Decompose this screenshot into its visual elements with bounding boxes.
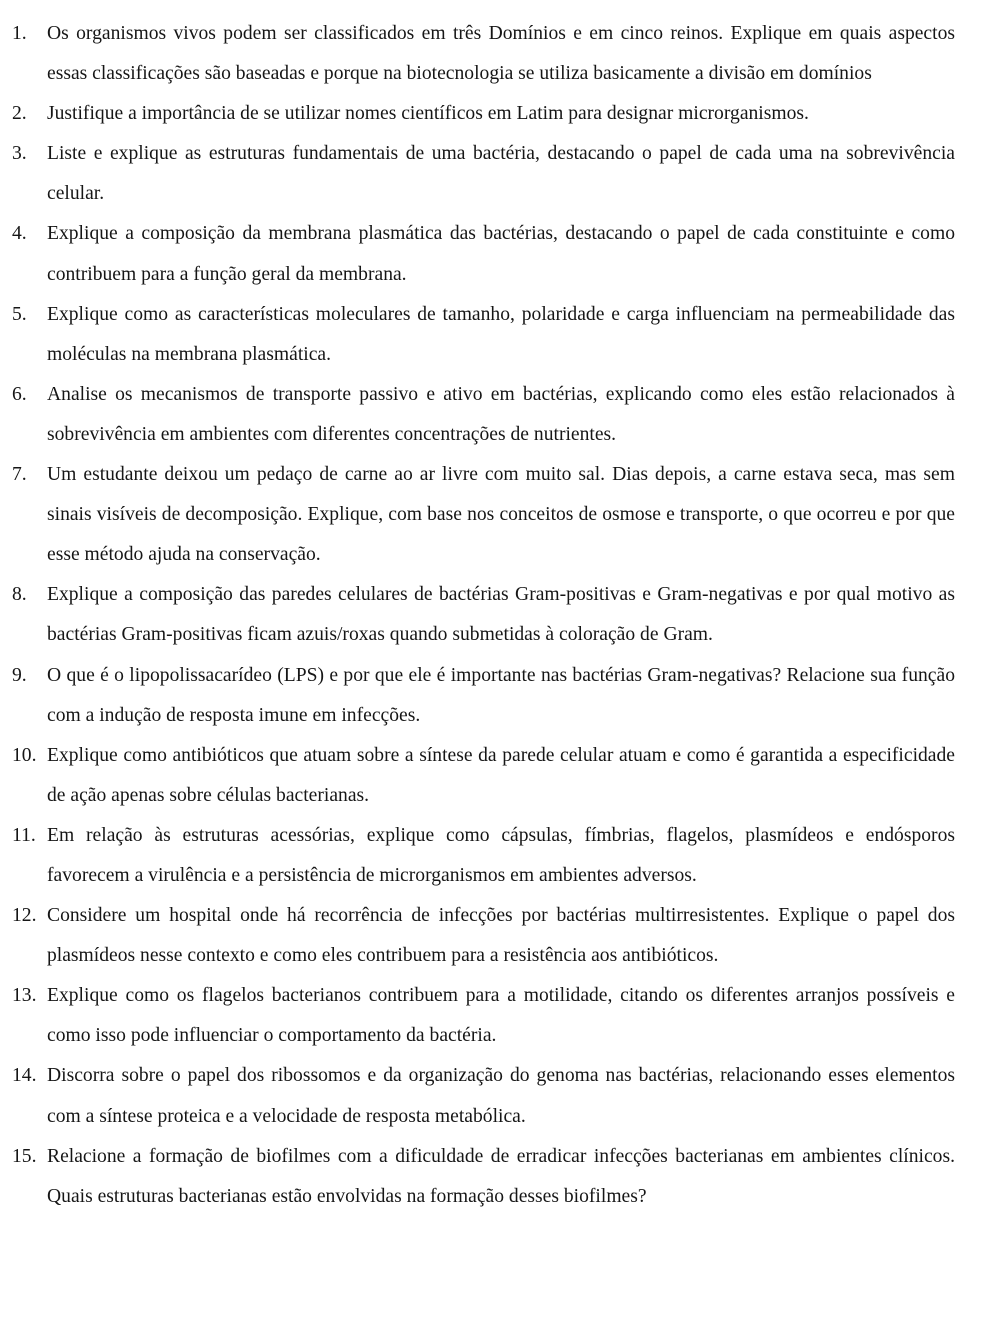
question-number: 9. [12, 664, 27, 686]
question-list [0, 14, 986, 1217]
question-number: 2. [12, 103, 27, 125]
question-number: 5. [12, 303, 27, 325]
question-number: 14. [12, 1065, 37, 1087]
question-item [0, 134, 986, 214]
question-text: Os organismos vivos podem ser classificados em três Domínios e em cinco reinos. Explique em quais aspectos essas classificações são baseadas e porque na biotecnologia se utiliza basicamente a divisão em domínios [47, 23, 955, 85]
question-item [0, 375, 986, 455]
question-text: Justifique a importância de se utilizar nomes científicos em Latim para designar microrganismos. [47, 103, 809, 125]
question-number: 3. [12, 143, 27, 165]
question-text: Explique a composição das paredes celulares de bactérias Gram-positivas e Gram-negativas e por qual motivo as bactérias Gram-positivas ficam azuis/roxas quando submetidas à coloração de Gram. [47, 584, 955, 646]
question-item [0, 896, 986, 976]
question-item [0, 736, 986, 816]
question-number: 4. [12, 223, 27, 245]
question-text: Explique a composição da membrana plasmática das bactérias, destacando o papel de cada constituinte e como contribuem para a função geral da membrana. [47, 223, 955, 285]
question-text: Explique como antibióticos que atuam sobre a síntese da parede celular atuam e como é garantida a especificidade de ação apenas sobre células bacterianas. [47, 744, 955, 806]
question-number: 15. [12, 1145, 37, 1167]
question-number: 13. [12, 985, 37, 1007]
question-item [0, 295, 986, 375]
question-text: Um estudante deixou um pedaço de carne ao ar livre com muito sal. Dias depois, a carne estava seca, mas sem sinais visíveis de decomposição. Explique, com base nos conceitos de osmose e transporte, o que ocorreu e por que esse método ajuda na conservação. [47, 464, 955, 566]
question-item [0, 455, 986, 575]
question-item [0, 575, 986, 655]
question-text: Relacione a formação de biofilmes com a dificuldade de erradicar infecções bacterianas em ambientes clínicos. Quais estruturas bacterianas estão envolvidas na formação desses biofilmes? [47, 1145, 955, 1207]
question-number: 6. [12, 383, 27, 405]
question-number: 8. [12, 584, 27, 606]
question-number: 11. [12, 824, 36, 846]
question-item [0, 816, 986, 896]
question-number: 7. [12, 464, 27, 486]
question-number: 1. [12, 23, 27, 44]
question-item [0, 656, 986, 736]
question-number: 12. [12, 905, 37, 927]
question-text: Explique como as características moleculares de tamanho, polaridade e carga influenciam na permeabilidade das moléculas na membrana plasmática. [47, 303, 955, 365]
question-item [0, 214, 986, 294]
question-text: Liste e explique as estruturas fundamentais de uma bactéria, destacando o papel de cada uma na sobrevivência celular. [47, 143, 955, 205]
question-item [0, 1137, 986, 1217]
question-text: Discorra sobre o papel dos ribossomos e da organização do genoma nas bactérias, relacionando esses elementos com a síntese proteica e a velocidade de resposta metabólica. [47, 1065, 955, 1127]
question-item [0, 976, 986, 1056]
question-number: 10. [12, 744, 37, 766]
question-item [0, 1056, 986, 1136]
question-text: Em relação às estruturas acessórias, explique como cápsulas, fímbrias, flagelos, plasmídeos e endósporos favorecem a virulência e a persistência de microrganismos em ambientes adversos. [47, 824, 955, 886]
question-text: Considere um hospital onde há recorrência de infecções por bactérias multirresistentes. Explique o papel dos plasmídeos nesse contexto e como eles contribuem para a resistência aos antibióticos. [47, 905, 955, 967]
question-item [0, 94, 986, 134]
question-text: Explique como os flagelos bacterianos contribuem para a motilidade, citando os diferentes arranjos possíveis e como isso pode influenciar o comportamento da bactéria. [47, 985, 955, 1047]
question-text: Analise os mecanismos de transporte passivo e ativo em bactérias, explicando como eles estão relacionados à sobrevivência em ambientes com diferentes concentrações de nutrientes. [47, 383, 955, 445]
question-text: O que é o lipopolissacarídeo (LPS) e por que ele é importante nas bactérias Gram-negativas? Relacione sua função com a indução de resposta imune em infecções. [47, 664, 955, 726]
question-item [0, 14, 986, 94]
